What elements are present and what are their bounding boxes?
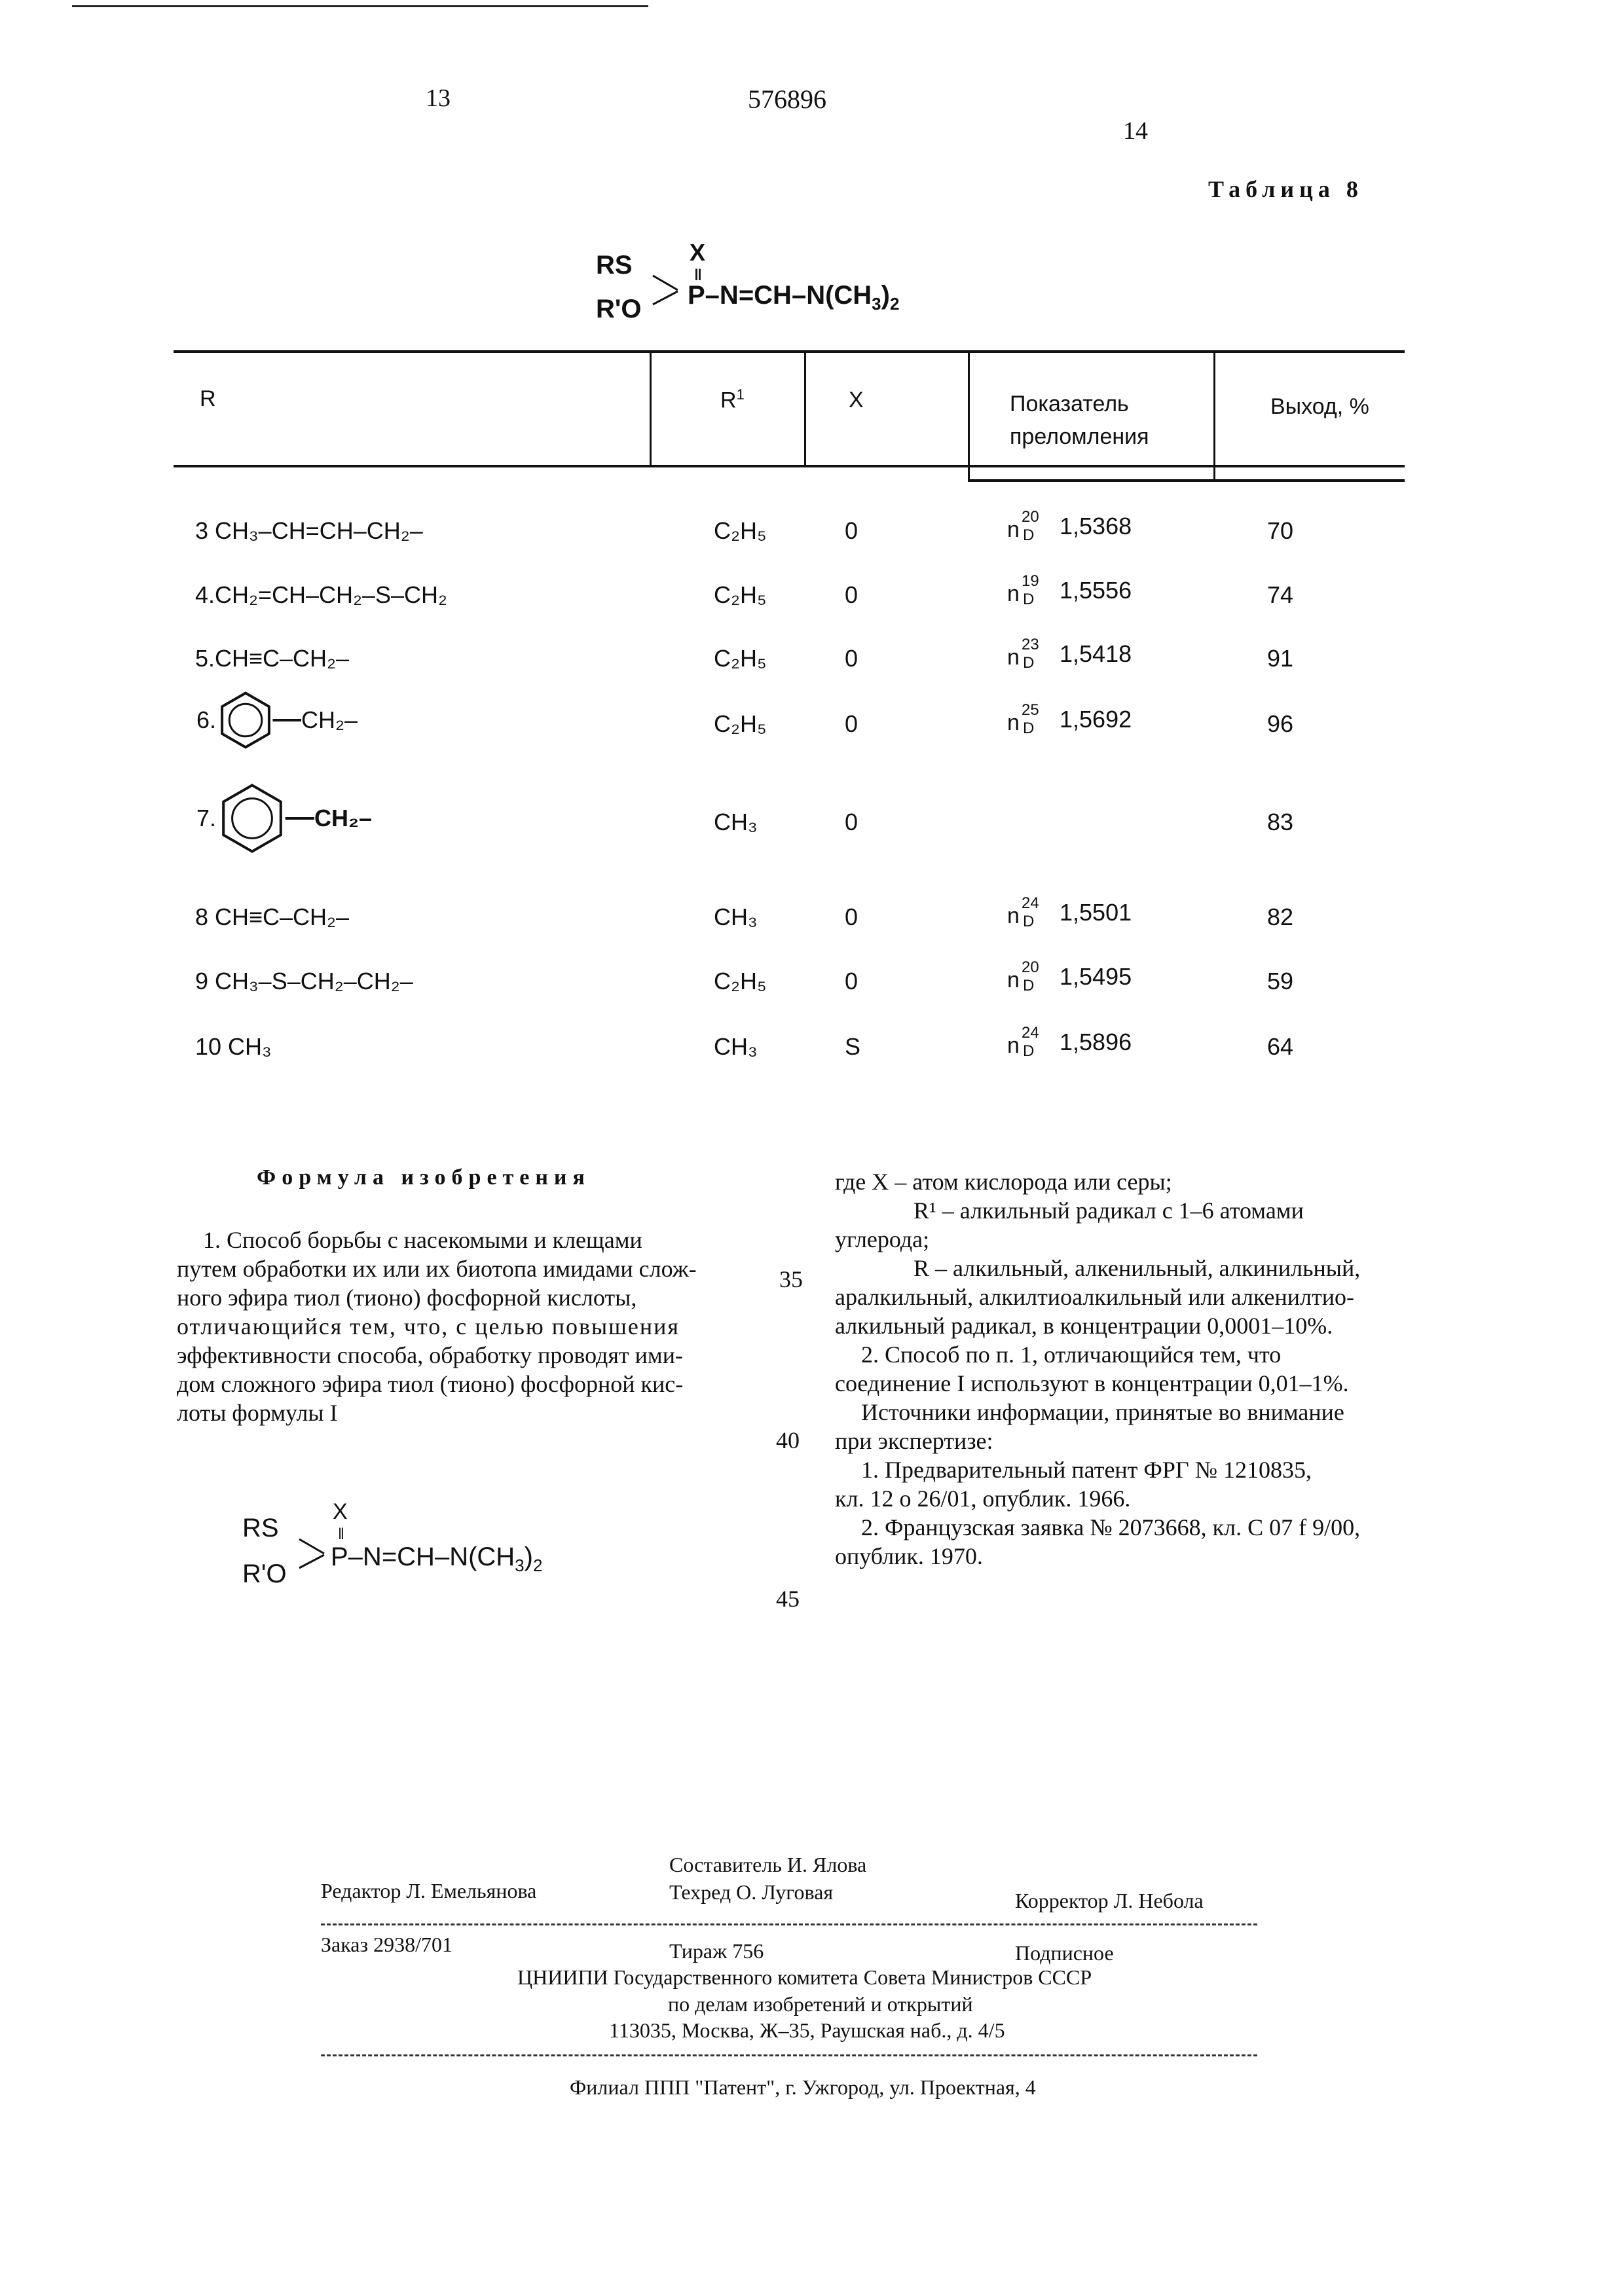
row-r1-cell: C₂H₅ [714, 517, 767, 544]
row-x-cell: 0 [845, 645, 858, 672]
claims-right-line: где X – атом кислорода или серы; [835, 1169, 1172, 1195]
col-header-r1 [720, 386, 745, 413]
page-number-right: 14 [1123, 117, 1148, 145]
refraction-value: 1,5495 [1060, 962, 1132, 990]
footer-branch: Филиал ППП "Патент", г. Ужгород, ул. Проектная, 4 [570, 2075, 1036, 2099]
claim-formula-chain: P–N=CH–N(CH [331, 1542, 515, 1571]
col-divider-1 [650, 352, 652, 466]
row-refraction-cell [1007, 508, 1132, 544]
claims-right-line: аралкильный, алкилтиоалкильный или алкенилтио- [835, 1284, 1355, 1310]
col-header-r1-sup: 1 [736, 386, 745, 403]
table-formula [596, 239, 1002, 337]
row-x-cell: 0 [845, 903, 858, 930]
claims-right-line: соединение I используют в концентрации 0,01–1%. [835, 1370, 1349, 1396]
refraction-line-d: D [1023, 526, 1035, 544]
row-yield-cell: 64 [1267, 1033, 1294, 1060]
refraction-n: n [1007, 903, 1020, 928]
row-x-cell: 0 [845, 710, 858, 737]
refraction-value: 1,5692 [1060, 705, 1132, 733]
claim-formula-double-bond: ‖ [338, 1525, 344, 1543]
table-header-rule [174, 465, 1405, 467]
row-refraction-cell [1007, 572, 1132, 608]
claim-formula-x: X [333, 1499, 348, 1524]
claim-formula-sub2: 2 [532, 1556, 543, 1575]
row-yield-cell: 74 [1267, 581, 1294, 608]
footer-org-line2: по делам изобретений и открытий [668, 1992, 973, 2016]
claim-formula-close: ) [524, 1542, 533, 1571]
refraction-value: 1,5418 [1060, 640, 1132, 667]
claim-1-line: путем обработки их или их биотопа имидами слож- [177, 1256, 697, 1282]
refraction-value: 1,5368 [1060, 512, 1132, 539]
claim-1-line: эффективности способа, обработку проводят ими- [177, 1342, 683, 1368]
row-r-cell: 8 CH≡C–CH₂– [195, 903, 350, 930]
refraction-temperature: 24 [1022, 894, 1039, 912]
row-r1-cell: CH₃ [714, 903, 758, 930]
claims-right-line: R¹ – алкильный радикал с 1–6 атомами [913, 1197, 1304, 1224]
benzene-ring-icon [216, 803, 314, 830]
claims-right-line: Источники информации, принятые во внимание [861, 1399, 1344, 1425]
refraction-n: n [1007, 581, 1020, 606]
claim-1-line: отличающийся тем, что, с целью повышения [177, 1313, 680, 1339]
claims-right-line: углерода; [835, 1226, 930, 1252]
refraction-temperature: 23 [1022, 636, 1039, 653]
row-yield-cell: 82 [1267, 903, 1294, 930]
claims-right-column [835, 1167, 1477, 1571]
refraction-index-symbol [1007, 636, 1046, 672]
refraction-value: 1,5896 [1060, 1028, 1132, 1055]
footer-editor: Редактор Л. Емельянова [321, 1879, 537, 1903]
refraction-n: n [1007, 710, 1020, 735]
refraction-n: n [1007, 968, 1020, 993]
row-x-cell: S [845, 1033, 861, 1060]
row-r1-cell: C₂H₅ [714, 645, 767, 672]
refraction-index-symbol [1007, 701, 1046, 737]
refraction-line-d: D [1023, 720, 1035, 737]
formula-double-bond: ‖ [694, 266, 702, 284]
refraction-index-symbol [1007, 958, 1046, 994]
refraction-line-d: D [1023, 591, 1035, 608]
row-yield-cell: 59 [1267, 968, 1294, 994]
claim-formula-rs: RS [242, 1514, 279, 1542]
patent-number: 576896 [748, 84, 826, 114]
refraction-n: n [1007, 517, 1020, 542]
footer-subscription: Подписное [1015, 1941, 1114, 1965]
footer-corrector: Корректор Л. Небола [1015, 1889, 1204, 1912]
footer-divider-1 [321, 1923, 1257, 1925]
footer-address: 113035, Москва, Ж–35, Раушская наб., д. 4/5 [609, 2018, 1005, 2042]
claims-right-line: опублик. 1970. [835, 1543, 983, 1569]
row-x-cell: 0 [845, 581, 858, 608]
footer-circulation: Тираж 756 [669, 1939, 764, 1963]
row-r1-cell: C₂H₅ [714, 968, 767, 994]
row-r-cell: 9 CH₃–S–CH₂–CH₂– [195, 968, 413, 994]
refraction-index-symbol [1007, 1024, 1046, 1060]
col-header-r1-letter: R [720, 388, 737, 413]
row-r1-cell: CH₃ [714, 809, 758, 835]
row-r-cell [196, 782, 372, 854]
row-r-number: 7. [196, 805, 217, 831]
claims-right-line: алкильный радикал, в концентрации 0,0001–10%. [835, 1313, 1333, 1339]
row-r1-cell: C₂H₅ [714, 710, 767, 737]
footer-divider-2 [321, 2054, 1257, 2056]
row-r-cell: 4.CH₂=CH–CH₂–S–CH₂ [195, 581, 448, 608]
row-refraction-cell [1007, 636, 1132, 672]
col-header-refraction-line1: Показатель [1010, 392, 1129, 416]
refraction-n: n [1007, 1033, 1020, 1058]
refraction-temperature: 20 [1022, 958, 1039, 976]
formula-rs: RS [596, 251, 633, 280]
row-refraction-cell [1007, 1024, 1132, 1060]
line-number-35: 35 [779, 1266, 803, 1292]
claim-1-line: ного эфира тиол (тионо) фосфорной кислоты, [177, 1285, 637, 1311]
refraction-temperature: 25 [1022, 701, 1039, 719]
row-yield-cell: 83 [1267, 809, 1294, 835]
row-r-cell: 10 CH₃ [195, 1033, 272, 1060]
refraction-line-d: D [1023, 977, 1035, 994]
claims-right-line: R – алкильный, алкенильный, алкинильный, [913, 1255, 1361, 1281]
row-r1-cell: C₂H₅ [714, 581, 767, 608]
claim-formula-ro: R'O [242, 1559, 287, 1588]
claim-formula-sub3: 3 [515, 1556, 525, 1575]
col-divider-3 [968, 352, 970, 481]
refraction-index-symbol [1007, 894, 1046, 930]
refraction-value: 1,5556 [1060, 576, 1132, 604]
refraction-line-d: D [1023, 654, 1035, 672]
claim-formula-chain-group [331, 1542, 542, 1576]
benzene-ring-icon [216, 705, 301, 732]
row-r1-cell: CH₃ [714, 1033, 758, 1060]
row-r-cell: 5.CH≡C–CH₂– [195, 645, 350, 672]
footer-order: Заказ 2938/701 [321, 1933, 453, 1956]
formula-sub2: 2 [889, 294, 900, 314]
claims-right-line: 2. Способ по п. 1, отличающийся тем, что [861, 1341, 1282, 1368]
refraction-index-symbol [1007, 572, 1046, 608]
formula-chain-group [688, 281, 899, 314]
claims-right-line: кл. 12 о 26/01, опублик. 1966. [835, 1485, 1131, 1512]
claims-right-line: при экспертизе: [835, 1428, 993, 1454]
refraction-temperature: 19 [1022, 572, 1039, 590]
claim-1-text [177, 1226, 753, 1427]
row-refraction-cell [1007, 958, 1132, 994]
claim-1-line: лоты формулы I [177, 1400, 338, 1426]
formula-x: X [690, 239, 706, 266]
col-divider-4 [1213, 352, 1215, 481]
footer-org-line1: ЦНИИПИ Государственного комитета Совета Министров СССР [517, 1965, 1092, 1989]
row-r-group: CH₂– [301, 706, 358, 733]
claim-1-line: дом сложного эфира тиол (тионо) фосфорной кис- [177, 1371, 684, 1397]
refraction-n: n [1007, 645, 1020, 670]
claims-right-line: 1. Предварительный патент ФРГ № 1210835, [861, 1457, 1312, 1483]
formula-bond-lines [652, 272, 691, 311]
col-header-refraction-line2: преломления [1010, 424, 1149, 449]
row-x-cell: 0 [845, 968, 858, 994]
page-number-left: 13 [426, 84, 451, 112]
row-yield-cell: 70 [1267, 517, 1294, 544]
col-header-yield: Выход, % [1270, 394, 1369, 419]
refraction-index-symbol [1007, 508, 1046, 544]
row-yield-cell: 91 [1267, 645, 1294, 672]
refraction-temperature: 24 [1022, 1024, 1039, 1042]
refraction-line-d: D [1023, 1042, 1035, 1060]
row-yield-cell: 96 [1267, 710, 1294, 737]
table-top-rule [174, 350, 1405, 353]
line-number-45: 45 [776, 1586, 800, 1612]
row-r-number: 6. [196, 706, 217, 733]
row-refraction-cell [1007, 894, 1132, 930]
col-divider-2 [804, 352, 806, 466]
row-r-cell [196, 691, 358, 750]
refraction-line-d: D [1023, 913, 1035, 930]
formula-sub3: 3 [872, 294, 881, 314]
footer-techred: Техред О. Луговая [669, 1880, 834, 1904]
footer-composer: Составитель И. Ялова [669, 1853, 867, 1876]
row-x-cell: 0 [845, 517, 858, 544]
top-border-line [72, 5, 648, 7]
row-r-group: CH₂– [314, 805, 373, 831]
claims-right-line: 2. Французская заявка № 2073668, кл. С 07 f 9/00, [861, 1514, 1361, 1540]
table-header-rule-right [968, 479, 1405, 482]
formula-ro: R'O [596, 295, 642, 323]
claim-formula [242, 1499, 648, 1597]
col-header-x: X [849, 388, 864, 412]
row-refraction-cell [1007, 701, 1132, 737]
row-r-cell: 3 CH₃–CH=CH–CH₂– [195, 517, 423, 544]
formula-chain: P–N=CH–N(CH [688, 281, 872, 310]
col-header-r: R [200, 386, 216, 411]
claims-heading: Формула изобретения [257, 1165, 591, 1190]
refraction-value: 1,5501 [1060, 898, 1132, 926]
formula-close: ) [881, 281, 890, 310]
line-number-40: 40 [776, 1427, 800, 1453]
row-x-cell: 0 [845, 809, 858, 835]
refraction-temperature: 20 [1022, 508, 1039, 526]
table-title: Таблица 8 [1208, 176, 1363, 202]
claim-1-line: 1. Способ борьбы с насекомыми и клещами [203, 1227, 642, 1253]
